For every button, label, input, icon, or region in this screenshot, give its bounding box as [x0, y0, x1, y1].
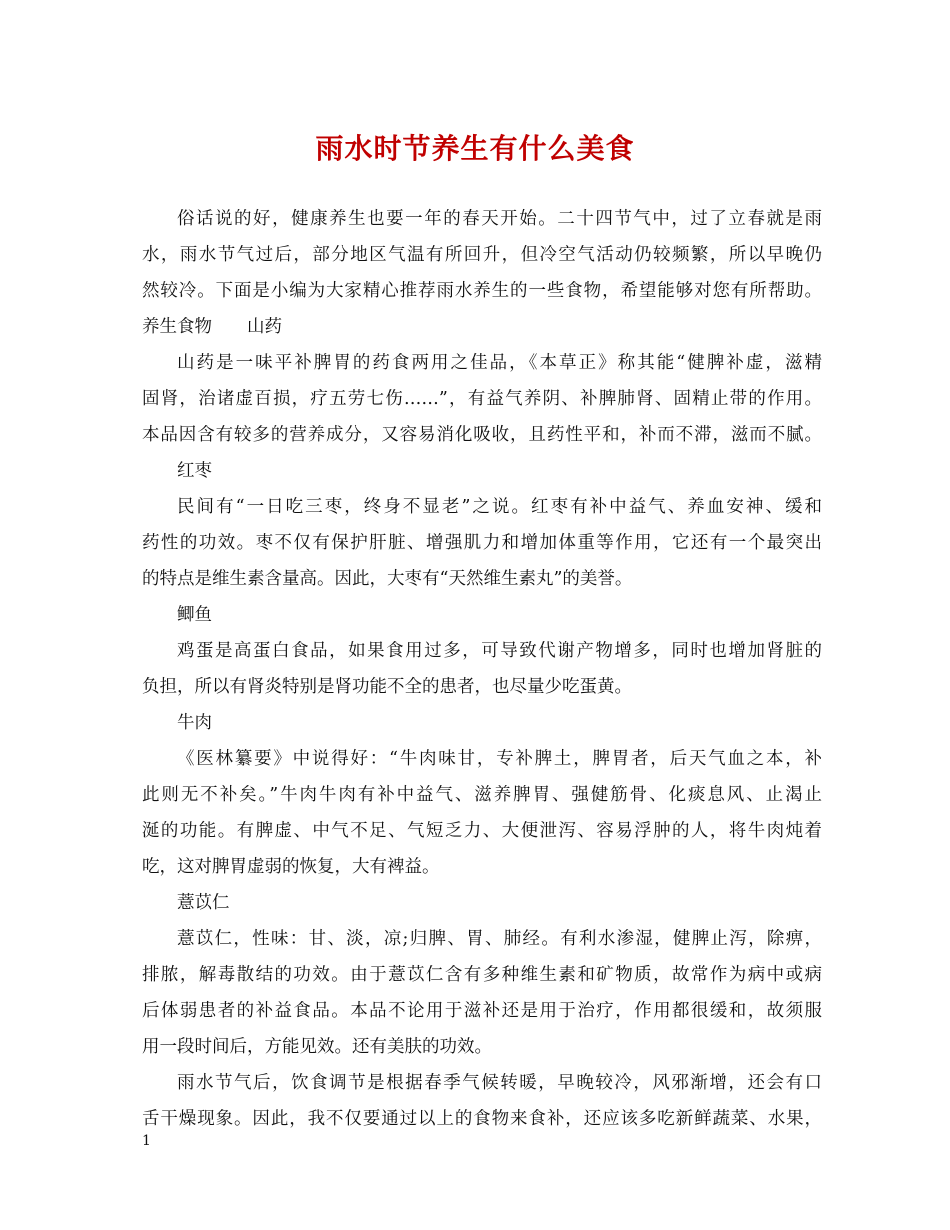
body-line: 俗话说的好，健康养生也要一年的春天开始。二十四节气中，过了立春就是雨: [177, 209, 822, 229]
body-line: 排脓，解毒散结的功效。由于薏苡仁含有多种维生素和矿物质，故常作为病中或病: [142, 965, 822, 985]
body-line: 此则无不补矣。”牛肉牛肉有补中益气、滋养脾胃、强健筋骨、化痰息风、止渴止: [142, 785, 822, 805]
body-line: 后体弱患者的补益食品。本品不论用于滋补还是用于治疗，作用都很缓和，故须服: [142, 1001, 822, 1021]
body-line: 本品因含有较多的营养成分，又容易消化吸收，且药性平和，补而不滞，滋而不腻。: [142, 425, 822, 445]
body-line: 雨水节气后，饮食调节是根据春季气候转暖，早晚较冷，风邪渐增，还会有口: [177, 1073, 822, 1093]
body-line: 薏苡仁，性味：甘、淡，凉;归脾、胃、肺经。有利水渗湿，健脾止泻，除痹，: [177, 929, 822, 949]
document-title: 雨水时节养生有什么美食: [315, 132, 635, 165]
section-heading: 薏苡仁: [177, 893, 230, 913]
section-heading: 鲫鱼: [177, 605, 212, 625]
body-line: 负担，所以有肾炎特别是肾功能不全的患者，也尽量少吃蛋黄。: [142, 677, 632, 697]
body-line: 舌干燥现象。因此，我不仅要通过以上的食物来食补，还应该多吃新鲜蔬菜、水果，: [142, 1109, 822, 1129]
body-line: 吃，这对脾胃虚弱的恢复，大有裨益。: [142, 857, 440, 877]
body-line: 鸡蛋是高蛋白食品，如果食用过多，可导致代谢产物增多，同时也增加肾脏的: [177, 641, 822, 661]
body-line: 固肾，治诸虚百损，疗五劳七伤……”，有益气养阴、补脾肺肾、固精止带的作用。: [142, 389, 822, 409]
body-line: 民间有“一日吃三枣，终身不显老”之说。红枣有补中益气、养血安神、缓和: [177, 497, 822, 517]
body-line: 山药是一味平补脾胃的药食两用之佳品，《本草正》称其能“健脾补虚，滋精: [177, 353, 822, 373]
body-line: 水，雨水节气过后，部分地区气温有所回升，但冷空气活动仍较频繁，所以早晚仍: [142, 245, 822, 265]
body-line: 的特点是维生素含量高。因此，大枣有“天然维生素丸”的美誉。: [142, 569, 633, 589]
body-line: 然较冷。下面是小编为大家精心推荐雨水养生的一些食物，希望能够对您有所帮助。: [142, 281, 822, 301]
body-line: 涎的功能。有脾虚、中气不足、气短乏力、大便泄泻、容易浮肿的人，将牛肉炖着: [142, 821, 822, 841]
section-heading: 红枣: [177, 461, 212, 481]
body-line: 《医林纂要》中说得好：“牛肉味甘，专补脾土，脾胃者，后天气血之本，补: [177, 749, 822, 769]
body-line: 药性的功效。枣不仅有保护肝脏、增强肌力和增加体重等作用，它还有一个最突出: [142, 533, 822, 553]
body-line: 用一段时间后，方能见效。还有美肤的功效。: [142, 1037, 492, 1057]
section-heading: 养生食物 山药: [142, 317, 282, 337]
page-number: 1: [142, 1133, 151, 1149]
section-heading: 牛肉: [177, 713, 212, 733]
